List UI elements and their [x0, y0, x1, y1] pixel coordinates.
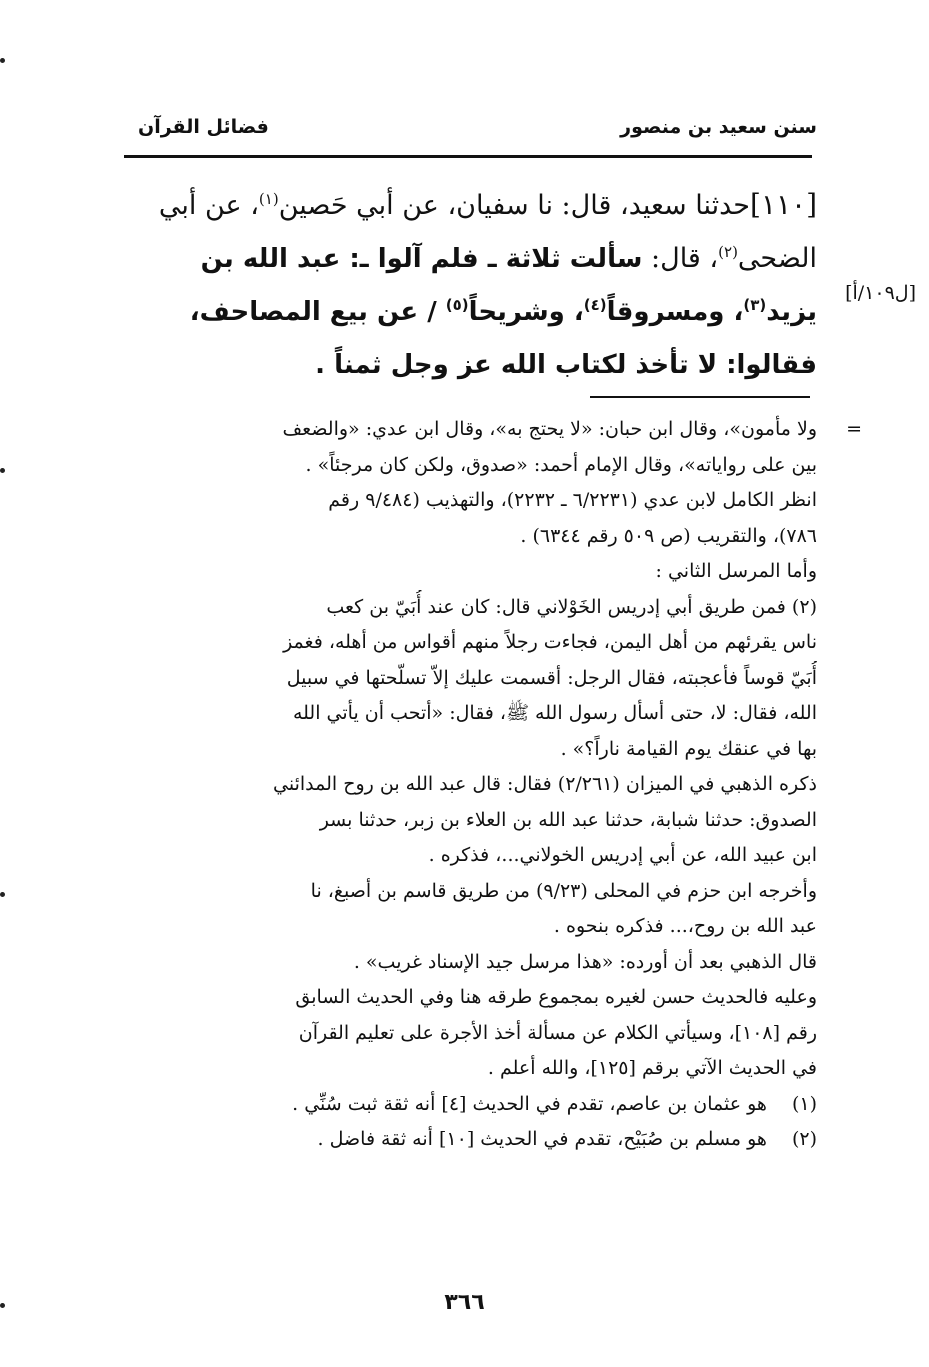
footnote-line: بين على رواياته»، وقال الإمام أحمد: «صدوق، ولكن كان مرجئاً» .: [305, 453, 817, 476]
footnote-line: وعليه فالحديث حسن لغيره بمجموع طرقه هنا وفي الحديث السابق: [295, 986, 817, 1008]
chapter-title: فضائل القرآن: [138, 116, 269, 138]
continuation-mark: =: [846, 418, 862, 440]
footnote-line: ابن عبيد الله، عن أبي إدريس الخولاني...، فذكره .: [428, 844, 817, 866]
footnote-note-2: [117, 1122, 817, 1158]
footnote-note-text: هو عثمان بن عاصم، تقدم في الحديث [٤] أنه ثقة ثبت سُنِّي .: [292, 1092, 767, 1115]
hadith-line-2: [117, 232, 817, 286]
footnote-ref[interactable]: (١): [258, 190, 279, 208]
footnote-ref[interactable]: (٢): [718, 243, 738, 261]
footnote-line: وأما المرسل الثاني :: [655, 560, 817, 582]
footnotes: [117, 412, 862, 1158]
footnote-separator: [590, 396, 810, 398]
scan-speck: [0, 1303, 5, 1308]
hadith-line-3: [117, 286, 817, 339]
hadith-text-segment: الضحى: [737, 243, 817, 274]
scan-speck: [0, 892, 5, 897]
hadith-line-1: [117, 178, 817, 232]
footnote-line: (٢) فمن طريق أبي إدريس الخَوْلاني قال: كان عند أُبَيّ بن كعب: [326, 595, 817, 618]
footnote-line: قال الذهبي بعد أن أورده: «هذا مرسل جيد الإسناد غريب» .: [353, 950, 817, 973]
footnote-line: أُبَيّ قوساً فأعجبته، فقال الرجل: أقسمت عليك إلاّ تسلّحتها في سبيل: [286, 666, 817, 689]
footnote-line: وأخرجه ابن حزم في المحلى (٩/٢٣) من طريق قاسم بن أصبغ، نا: [310, 879, 817, 902]
page-number: ٣٦٦: [444, 1290, 485, 1315]
footnote-ref[interactable]: (٣): [743, 296, 767, 314]
scan-speck: [0, 58, 5, 63]
hadith-bold-segment: يزيد: [766, 297, 817, 327]
manuscript-margin-note: [ل١٠٩/أ]: [845, 282, 916, 304]
hadith-text-segment: ، عن أبي: [158, 190, 259, 221]
footnote-ref[interactable]: (٤): [583, 296, 607, 314]
hadith-bold-segment: / عن بيع المصاحف،: [189, 297, 446, 327]
footnote-line: الصدوق: حدثنا شبابة، حدثنا عبد الله بن العلاء بن زبر، حدثنا بسر: [319, 808, 817, 831]
hadith-bold-segment: ، وشريحاً: [468, 297, 584, 327]
hadith-text: [117, 178, 817, 392]
header-rule: [124, 155, 812, 158]
footnote-line: الله، فقال: لا، حتى أسأل رسول الله ﷺ، فقال: «أتحب أن يأتي الله: [292, 702, 817, 724]
footnote-line: رقم [١٠٨]، وسيأتي الكلام عن مسألة أخذ الأجرة على تعليم القرآن: [298, 1021, 817, 1044]
footnote-ref[interactable]: (٥): [445, 296, 469, 314]
footnote-line: عبد الله بن روح،... فذكره بنحوه .: [553, 915, 817, 937]
footnote-number: (١): [791, 1092, 817, 1115]
hadith-text-segment: ، قال:: [642, 243, 719, 274]
footnote-line: انظر الكامل لابن عدي (٦/٢٢٣١ ـ ٢٢٣٢)، والتهذيب (٩/٤٨٤ رقم: [328, 489, 817, 511]
footnote-line: بها في عنقك يوم القيامة ناراً؟» .: [560, 737, 817, 760]
footnote-line: ٧٨٦)، والتقريب (ص ٥٠٩ رقم ٦٣٤٤) .: [520, 524, 817, 547]
footnote-line: ناس يقرئهم من أهل اليمن، فجاءت رجلاً منهم أقواس من أهله، فغمز: [283, 631, 817, 653]
footnote-line: في الحديث الآتي برقم [١٢٥]، والله أعلم .: [487, 1057, 817, 1079]
book-title: سنن سعيد بن منصور: [620, 116, 817, 138]
hadith-bold-segment: ، ومسروقاً: [606, 297, 744, 327]
footnote-line: ذكره الذهبي في الميزان (٢/٢٦١) فقال: قال عبد الله بن روح المدائني: [273, 773, 817, 795]
footnote-line: ولا مأمون»، وقال ابن حبان: «لا يحتج به»، وقال ابن عدي: «والضعف: [282, 418, 817, 440]
footnote-note-1: [117, 1087, 817, 1123]
hadith-text-segment: حدثنا سعيد، قال: نا سفيان، عن أبي حَصين: [278, 190, 750, 221]
hadith-bold-segment: فقالوا: لا تأخذ لكتاب الله عز وجل ثمناً .: [315, 350, 817, 380]
footnote-number: (٢): [791, 1128, 817, 1150]
footnote-note-text: هو مسلم بن صُبَيْح، تقدم في الحديث [١٠] أنه ثقة فاضل .: [317, 1128, 767, 1150]
hadith-number: [١١٠]: [750, 188, 817, 221]
hadith-bold-segment: سألت ثلاثة ـ فلم آلوا ـ: عبد الله بن: [200, 244, 643, 274]
hadith-line-4: [117, 339, 817, 392]
scan-speck: [0, 468, 5, 473]
